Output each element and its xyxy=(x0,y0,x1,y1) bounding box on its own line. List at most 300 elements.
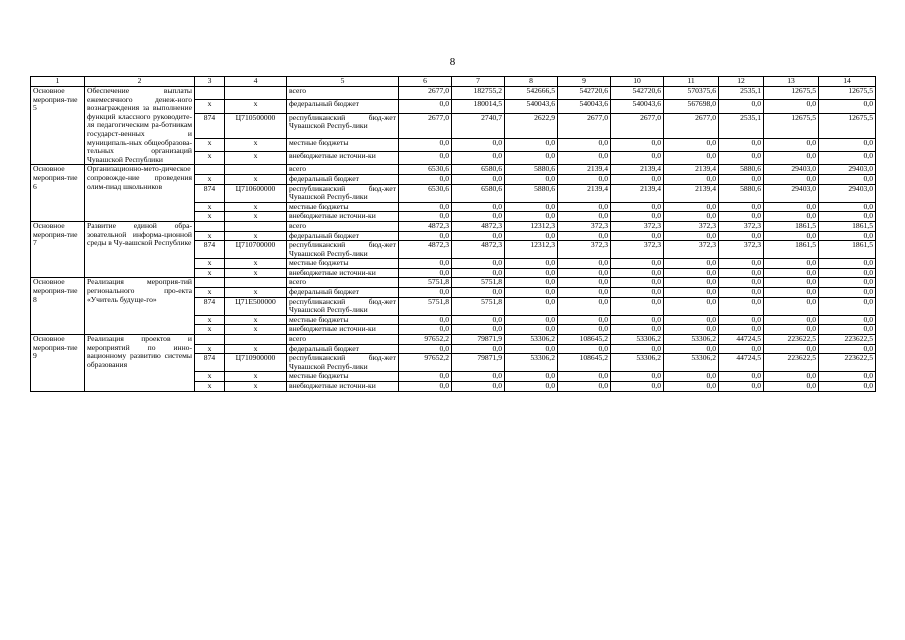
amount-cell: 29403,0 xyxy=(819,184,876,202)
event-description: Обеспечение выплаты ежемесячного денеж-ного вознаграждения за выполнение функций классного руководите-ля педагогическим ра-ботникам государст-венных и муниципаль-ных общеобразова-тельных организаций Чувашской Республики xyxy=(85,87,195,165)
funding-source: внебюджетные источни-ки xyxy=(287,325,399,335)
amount-cell: 5751,8 xyxy=(452,278,505,288)
amount-cell: 0,0 xyxy=(505,325,558,335)
grbs-code: х xyxy=(195,344,225,354)
amount-cell: 0,0 xyxy=(452,344,505,354)
amount-cell: 12675,5 xyxy=(764,113,819,138)
grbs-code: 874 xyxy=(195,354,225,372)
amount-cell: 2535,1 xyxy=(719,87,764,100)
amount-cell: 0,0 xyxy=(611,138,664,151)
amount-cell: 0,0 xyxy=(399,315,452,325)
amount-cell: 0,0 xyxy=(611,202,664,212)
amount-cell: 180014,5 xyxy=(452,100,505,113)
amount-cell: 0,0 xyxy=(558,268,611,278)
amount-cell: 0,0 xyxy=(819,288,876,298)
budget-class-code: х xyxy=(225,372,287,382)
grbs-code: х xyxy=(195,100,225,113)
amount-cell: 0,0 xyxy=(664,325,719,335)
amount-cell: 0,0 xyxy=(719,382,764,392)
amount-cell: 1861,5 xyxy=(819,221,876,231)
amount-cell: 0,0 xyxy=(452,288,505,298)
amount-cell: 5751,8 xyxy=(399,278,452,288)
funding-source: местные бюджеты xyxy=(287,315,399,325)
amount-cell: 0,0 xyxy=(452,231,505,241)
table-row xyxy=(31,87,876,100)
amount-cell: 0,0 xyxy=(764,288,819,298)
amount-cell: 0,0 xyxy=(505,344,558,354)
amount-cell: 0,0 xyxy=(764,231,819,241)
grbs-code: х xyxy=(195,259,225,269)
amount-cell: 0,0 xyxy=(399,231,452,241)
amount-cell: 0,0 xyxy=(611,152,664,165)
funding-source: республиканский бюд-жет Чувашской Респуб-лики xyxy=(287,297,399,315)
amount-cell: 0,0 xyxy=(558,278,611,288)
grbs-code xyxy=(195,221,225,231)
column-header: 4 xyxy=(225,77,287,87)
budget-class-code: х xyxy=(225,152,287,165)
budget-class-code: Ц710700000 xyxy=(225,241,287,259)
column-header: 3 xyxy=(195,77,225,87)
amount-cell: 5880,6 xyxy=(505,165,558,175)
amount-cell: 542720,6 xyxy=(558,87,611,100)
grbs-code: х xyxy=(195,231,225,241)
amount-cell: 2677,0 xyxy=(611,113,664,138)
amount-cell: 4872,3 xyxy=(399,221,452,231)
funding-source: местные бюджеты xyxy=(287,259,399,269)
amount-cell: 0,0 xyxy=(719,152,764,165)
column-header: 8 xyxy=(505,77,558,87)
amount-cell: 0,0 xyxy=(558,288,611,298)
amount-cell: 0,0 xyxy=(505,268,558,278)
amount-cell: 97652,2 xyxy=(399,354,452,372)
grbs-code: х xyxy=(195,288,225,298)
amount-cell: 0,0 xyxy=(505,315,558,325)
grbs-code: х xyxy=(195,382,225,392)
amount-cell: 29403,0 xyxy=(819,165,876,175)
event-description: Реализация проектов и мероприятий по инно-вационному развитию системы образования xyxy=(85,335,195,392)
amount-cell: 0,0 xyxy=(399,382,452,392)
amount-cell: 0,0 xyxy=(611,382,664,392)
amount-cell: 0,0 xyxy=(819,174,876,184)
amount-cell: 0,0 xyxy=(664,344,719,354)
budget-class-code xyxy=(225,221,287,231)
amount-cell: 0,0 xyxy=(664,212,719,222)
amount-cell: 0,0 xyxy=(664,278,719,288)
amount-cell: 0,0 xyxy=(505,231,558,241)
page-number: 8 xyxy=(449,56,456,68)
budget-class-code: х xyxy=(225,288,287,298)
amount-cell: 0,0 xyxy=(764,372,819,382)
funding-source: внебюджетные источни-ки xyxy=(287,212,399,222)
amount-cell: 0,0 xyxy=(664,174,719,184)
amount-cell: 44724,5 xyxy=(719,335,764,345)
budget-class-code: х xyxy=(225,174,287,184)
amount-cell: 0,0 xyxy=(719,138,764,151)
funding-source: внебюджетные источни-ки xyxy=(287,152,399,165)
amount-cell: 0,0 xyxy=(819,268,876,278)
budget-class-code: Ц71Е500000 xyxy=(225,297,287,315)
amount-cell: 0,0 xyxy=(558,202,611,212)
amount-cell: 4872,3 xyxy=(452,241,505,259)
grbs-code: х xyxy=(195,138,225,151)
amount-cell: 0,0 xyxy=(819,231,876,241)
funding-source: республиканский бюд-жет Чувашской Респуб-лики xyxy=(287,241,399,259)
amount-cell: 540043,6 xyxy=(611,100,664,113)
amount-cell: 0,0 xyxy=(719,297,764,315)
amount-cell: 0,0 xyxy=(764,212,819,222)
funding-source: местные бюджеты xyxy=(287,372,399,382)
amount-cell: 0,0 xyxy=(558,259,611,269)
amount-cell: 5880,6 xyxy=(719,165,764,175)
amount-cell: 0,0 xyxy=(452,212,505,222)
amount-cell: 570375,6 xyxy=(664,87,719,100)
funding-source: всего xyxy=(287,335,399,345)
amount-cell: 0,0 xyxy=(819,297,876,315)
amount-cell: 29403,0 xyxy=(764,184,819,202)
amount-cell: 0,0 xyxy=(399,344,452,354)
amount-cell: 0,0 xyxy=(611,288,664,298)
amount-cell: 0,0 xyxy=(764,325,819,335)
amount-cell: 53306,2 xyxy=(664,335,719,345)
amount-cell: 2677,0 xyxy=(399,87,452,100)
amount-cell: 0,0 xyxy=(452,382,505,392)
amount-cell: 0,0 xyxy=(764,174,819,184)
amount-cell: 12312,3 xyxy=(505,221,558,231)
budget-class-code: х xyxy=(225,231,287,241)
amount-cell: 1861,5 xyxy=(764,241,819,259)
amount-cell: 2139,4 xyxy=(558,165,611,175)
amount-cell: 2139,4 xyxy=(558,184,611,202)
amount-cell: 0,0 xyxy=(719,344,764,354)
amount-cell: 0,0 xyxy=(399,268,452,278)
amount-cell: 0,0 xyxy=(764,315,819,325)
table-header xyxy=(31,77,876,87)
amount-cell: 0,0 xyxy=(719,278,764,288)
amount-cell: 0,0 xyxy=(558,152,611,165)
amount-cell: 0,0 xyxy=(452,268,505,278)
amount-cell: 12312,3 xyxy=(505,241,558,259)
funding-source: федеральный бюджет xyxy=(287,174,399,184)
amount-cell: 0,0 xyxy=(399,212,452,222)
amount-cell: 0,0 xyxy=(505,372,558,382)
amount-cell: 223622,5 xyxy=(819,335,876,345)
amount-cell: 0,0 xyxy=(452,325,505,335)
amount-cell: 0,0 xyxy=(664,297,719,315)
amount-cell: 12675,5 xyxy=(819,87,876,100)
amount-cell: 0,0 xyxy=(764,138,819,151)
amount-cell: 2139,4 xyxy=(664,165,719,175)
column-header: 1 xyxy=(31,77,85,87)
amount-cell: 372,3 xyxy=(611,241,664,259)
budget-class-code: х xyxy=(225,100,287,113)
amount-cell: 0,0 xyxy=(664,315,719,325)
amount-cell: 0,0 xyxy=(399,152,452,165)
amount-cell: 0,0 xyxy=(505,297,558,315)
event-name: Основное мероприя-тие 6 xyxy=(31,165,85,222)
amount-cell: 0,0 xyxy=(399,174,452,184)
amount-cell: 372,3 xyxy=(664,221,719,231)
amount-cell: 0,0 xyxy=(558,315,611,325)
funding-source: всего xyxy=(287,278,399,288)
amount-cell: 1861,5 xyxy=(764,221,819,231)
budget-class-code: х xyxy=(225,325,287,335)
amount-cell: 372,3 xyxy=(611,221,664,231)
amount-cell: 0,0 xyxy=(611,268,664,278)
column-header: 7 xyxy=(452,77,505,87)
amount-cell: 0,0 xyxy=(558,382,611,392)
amount-cell: 0,0 xyxy=(664,288,719,298)
amount-cell: 2740,7 xyxy=(452,113,505,138)
grbs-code: х xyxy=(195,315,225,325)
amount-cell: 0,0 xyxy=(819,278,876,288)
budget-class-code: х xyxy=(225,202,287,212)
amount-cell: 0,0 xyxy=(611,259,664,269)
amount-cell: 0,0 xyxy=(719,100,764,113)
amount-cell: 53306,2 xyxy=(611,354,664,372)
amount-cell: 0,0 xyxy=(399,372,452,382)
grbs-code: х xyxy=(195,212,225,222)
amount-cell: 372,3 xyxy=(719,221,764,231)
amount-cell: 0,0 xyxy=(558,138,611,151)
amount-cell: 0,0 xyxy=(505,382,558,392)
amount-cell: 0,0 xyxy=(611,174,664,184)
budget-class-code: Ц710600000 xyxy=(225,184,287,202)
amount-cell: 0,0 xyxy=(764,344,819,354)
funding-source: федеральный бюджет xyxy=(287,231,399,241)
amount-cell: 0,0 xyxy=(558,174,611,184)
amount-cell: 5751,8 xyxy=(399,297,452,315)
amount-cell: 4872,3 xyxy=(399,241,452,259)
amount-cell: 79871,9 xyxy=(452,335,505,345)
header-row xyxy=(31,77,876,87)
column-header: 14 xyxy=(819,77,876,87)
column-header: 9 xyxy=(558,77,611,87)
amount-cell: 0,0 xyxy=(764,268,819,278)
amount-cell: 12675,5 xyxy=(764,87,819,100)
funding-source: всего xyxy=(287,87,399,100)
funding-source: республиканский бюд-жет Чувашской Респуб-лики xyxy=(287,184,399,202)
amount-cell: 0,0 xyxy=(819,372,876,382)
grbs-code: х xyxy=(195,268,225,278)
amount-cell: 223622,5 xyxy=(819,354,876,372)
amount-cell: 0,0 xyxy=(558,372,611,382)
amount-cell: 372,3 xyxy=(664,241,719,259)
amount-cell: 0,0 xyxy=(505,259,558,269)
column-header: 12 xyxy=(719,77,764,87)
amount-cell: 5880,6 xyxy=(505,184,558,202)
amount-cell: 0,0 xyxy=(764,202,819,212)
amount-cell: 0,0 xyxy=(452,315,505,325)
amount-cell: 0,0 xyxy=(819,212,876,222)
amount-cell: 372,3 xyxy=(558,221,611,231)
amount-cell: 108645,2 xyxy=(558,335,611,345)
grbs-code xyxy=(195,335,225,345)
amount-cell: 5880,6 xyxy=(719,184,764,202)
amount-cell: 6530,6 xyxy=(399,184,452,202)
amount-cell: 0,0 xyxy=(719,259,764,269)
amount-cell: 0,0 xyxy=(558,344,611,354)
amount-cell: 2139,4 xyxy=(611,165,664,175)
amount-cell: 0,0 xyxy=(505,278,558,288)
amount-cell: 0,0 xyxy=(452,138,505,151)
amount-cell: 0,0 xyxy=(764,297,819,315)
amount-cell: 223622,5 xyxy=(764,354,819,372)
amount-cell: 0,0 xyxy=(819,259,876,269)
grbs-code xyxy=(195,165,225,175)
column-header: 5 xyxy=(287,77,399,87)
amount-cell: 53306,2 xyxy=(611,335,664,345)
amount-cell: 182755,2 xyxy=(452,87,505,100)
grbs-code xyxy=(195,87,225,100)
budget-class-code: х xyxy=(225,259,287,269)
column-header: 6 xyxy=(399,77,452,87)
amount-cell: 0,0 xyxy=(505,202,558,212)
amount-cell: 0,0 xyxy=(505,174,558,184)
funding-source: федеральный бюджет xyxy=(287,344,399,354)
amount-cell: 0,0 xyxy=(819,202,876,212)
amount-cell: 0,0 xyxy=(819,100,876,113)
amount-cell: 0,0 xyxy=(399,202,452,212)
amount-cell: 0,0 xyxy=(819,382,876,392)
amount-cell: 12675,5 xyxy=(819,113,876,138)
amount-cell: 0,0 xyxy=(664,202,719,212)
amount-cell: 0,0 xyxy=(452,372,505,382)
amount-cell: 0,0 xyxy=(664,268,719,278)
amount-cell: 0,0 xyxy=(819,344,876,354)
amount-cell: 0,0 xyxy=(719,231,764,241)
amount-cell: 53306,2 xyxy=(664,354,719,372)
budget-class-code xyxy=(225,278,287,288)
amount-cell: 0,0 xyxy=(399,325,452,335)
amount-cell: 53306,2 xyxy=(505,354,558,372)
amount-cell: 0,0 xyxy=(764,278,819,288)
budget-class-code: х xyxy=(225,344,287,354)
budget-class-code xyxy=(225,165,287,175)
amount-cell: 0,0 xyxy=(719,202,764,212)
amount-cell: 0,0 xyxy=(664,382,719,392)
budget-class-code: х xyxy=(225,212,287,222)
amount-cell: 1861,5 xyxy=(819,241,876,259)
amount-cell: 0,0 xyxy=(764,259,819,269)
column-header: 11 xyxy=(664,77,719,87)
amount-cell: 0,0 xyxy=(611,344,664,354)
amount-cell: 0,0 xyxy=(819,152,876,165)
budget-table xyxy=(30,76,876,392)
budget-class-code xyxy=(225,87,287,100)
amount-cell: 0,0 xyxy=(399,100,452,113)
amount-cell: 0,0 xyxy=(819,315,876,325)
amount-cell: 0,0 xyxy=(611,315,664,325)
funding-source: местные бюджеты xyxy=(287,202,399,212)
funding-source: внебюджетные источни-ки xyxy=(287,382,399,392)
column-header: 13 xyxy=(764,77,819,87)
amount-cell: 0,0 xyxy=(664,152,719,165)
amount-cell: 372,3 xyxy=(558,241,611,259)
event-description: Реализация мероприя-тий регионального про-екта «Учитель будуще-го» xyxy=(85,278,195,335)
amount-cell: 0,0 xyxy=(819,138,876,151)
table-body xyxy=(31,87,876,392)
amount-cell: 2622,9 xyxy=(505,113,558,138)
amount-cell: 0,0 xyxy=(505,212,558,222)
amount-cell: 0,0 xyxy=(664,138,719,151)
amount-cell: 223622,5 xyxy=(764,335,819,345)
amount-cell: 0,0 xyxy=(611,297,664,315)
amount-cell: 0,0 xyxy=(611,372,664,382)
event-name: Основное мероприя-тие 8 xyxy=(31,278,85,335)
amount-cell: 540043,6 xyxy=(558,100,611,113)
event-name: Основное мероприя-тие 7 xyxy=(31,221,85,278)
grbs-code: 874 xyxy=(195,113,225,138)
amount-cell: 97652,2 xyxy=(399,335,452,345)
amount-cell: 0,0 xyxy=(505,152,558,165)
budget-class-code: х xyxy=(225,382,287,392)
amount-cell: 6580,6 xyxy=(452,184,505,202)
amount-cell: 540043,6 xyxy=(505,100,558,113)
amount-cell: 0,0 xyxy=(664,231,719,241)
amount-cell: 0,0 xyxy=(819,325,876,335)
grbs-code: х xyxy=(195,174,225,184)
grbs-code xyxy=(195,278,225,288)
amount-cell: 0,0 xyxy=(719,212,764,222)
amount-cell: 0,0 xyxy=(452,152,505,165)
table-row xyxy=(31,221,876,231)
budget-class-code: х xyxy=(225,268,287,278)
grbs-code: х xyxy=(195,152,225,165)
amount-cell: 79871,9 xyxy=(452,354,505,372)
budget-class-code xyxy=(225,335,287,345)
table-row xyxy=(31,278,876,288)
column-header: 10 xyxy=(611,77,664,87)
grbs-code: 874 xyxy=(195,184,225,202)
amount-cell: 0,0 xyxy=(452,174,505,184)
funding-source: федеральный бюджет xyxy=(287,288,399,298)
amount-cell: 542666,5 xyxy=(505,87,558,100)
amount-cell: 0,0 xyxy=(505,288,558,298)
funding-source: внебюджетные источни-ки xyxy=(287,268,399,278)
event-name: Основное мероприя-тие 9 xyxy=(31,335,85,392)
amount-cell: 2677,0 xyxy=(664,113,719,138)
amount-cell: 0,0 xyxy=(719,174,764,184)
budget-class-code: Ц710900000 xyxy=(225,354,287,372)
amount-cell: 0,0 xyxy=(719,288,764,298)
budget-class-code: х xyxy=(225,315,287,325)
amount-cell: 53306,2 xyxy=(505,335,558,345)
amount-cell: 0,0 xyxy=(719,325,764,335)
amount-cell: 0,0 xyxy=(558,212,611,222)
amount-cell: 0,0 xyxy=(452,259,505,269)
event-description: Развитие единой обра-зовательной информа-ционной среды в Чу-вашской Республике xyxy=(85,221,195,278)
amount-cell: 2139,4 xyxy=(611,184,664,202)
funding-source: республиканский бюд-жет Чувашской Респуб-лики xyxy=(287,113,399,138)
amount-cell: 0,0 xyxy=(505,138,558,151)
amount-cell: 0,0 xyxy=(611,212,664,222)
table-row xyxy=(31,335,876,345)
grbs-code: х xyxy=(195,325,225,335)
amount-cell: 0,0 xyxy=(719,372,764,382)
amount-cell: 6530,6 xyxy=(399,165,452,175)
amount-cell: 0,0 xyxy=(764,382,819,392)
budget-class-code: Ц710500000 xyxy=(225,113,287,138)
amount-cell: 0,0 xyxy=(558,231,611,241)
amount-cell: 4872,3 xyxy=(452,221,505,231)
grbs-code: х xyxy=(195,372,225,382)
amount-cell: 0,0 xyxy=(558,297,611,315)
amount-cell: 372,3 xyxy=(719,241,764,259)
funding-source: всего xyxy=(287,165,399,175)
funding-source: всего xyxy=(287,221,399,231)
amount-cell: 0,0 xyxy=(611,278,664,288)
amount-cell: 567698,0 xyxy=(664,100,719,113)
